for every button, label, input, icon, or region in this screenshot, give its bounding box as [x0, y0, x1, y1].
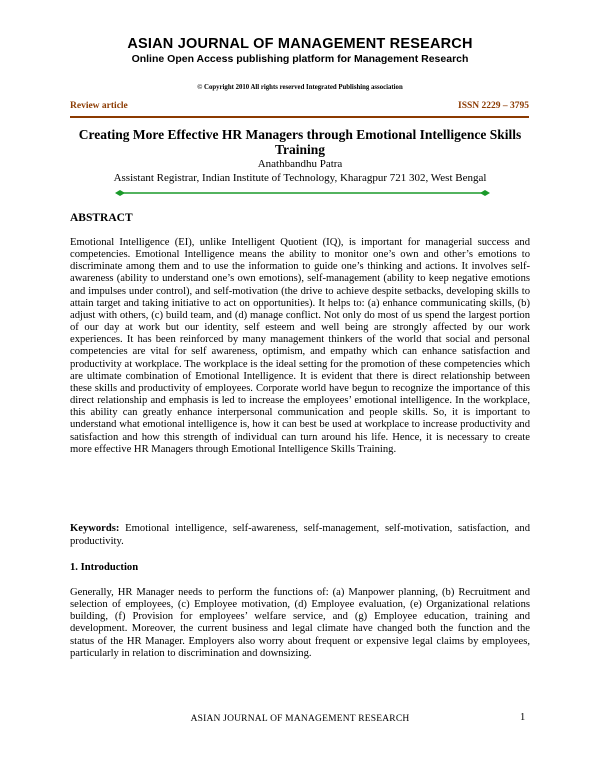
keywords-text: Emotional intelligence, self-awareness, self-management, self-motivation, satisfaction, and productivity.: [70, 523, 530, 547]
abstract-heading: ABSTRACT: [70, 212, 133, 224]
abstract-body: Emotional Intelligence (EI), unlike Intelligent Quotient (IQ), is important for managerial success and competencies. Emotional Intelligence means the ability to monitor one’s own and other’s emotions to discriminate among them and to use the information to guide one’s thinking and actions. It involves self-awareness (ability to understand one’s own emotions), self-management (ability to keep negative emotions and impulses under control), and self-motivation (the drive to achieve despite setbacks, developing skills to attain target and taking initiative to act on opportunities). It helps to: (a) enhance communicating skills, (b) adjust with others, (c) build team, and (d) manage conflict. Not only do most of us spend the largest portion of our day at work but our identity, self esteem and well being are strongly affected by our work experiences. It has been reinforced by many management thinkers of the world that social and personal competencies are vital for self awareness, optimism, and empathy which can enhance satisfaction and productivity at workplace. The workplace is the ideal setting for the promotion of these competencies which are ultimate combination of Emotional Intelligence. It is evident that there is direct relationship between these skills and productivity of employees. Corporate world have begun to recognize the importance of this direct relationship and emphasis is led to increase the employees’ emotional intelligence. In the workplace, this ability can greatly enhance interpersonal communication and people skills. So, it is important to understand what emotional intelligence is, how it can best be used at workplace to increase productivity and satisfaction and how this strength of individual can turn around his life. Hence, it is necessary to create more effective HR Managers through Emotional Intelligence Skills Training.: [70, 237, 530, 455]
journal-title: ASIAN JOURNAL OF MANAGEMENT RESEARCH: [127, 36, 473, 52]
introduction-body: Generally, HR Manager needs to perform the functions of: (a) Manpower planning, (b) Recruitment and selection of employees, (c) Employee motivation, (d) Employee evaluation, (e) Organizational relations building, (f) Provision for employees’ welfare service, and (g) Employee education, training and development. Moreover, the current business and legal climate have changed both the function and the status of the HR Manager. Employers also worry about frequent or expensive legal claims by employees, particularly in relation to discrimination and downsizing.: [70, 587, 530, 659]
decorative-green-divider: [115, 189, 490, 197]
issn-label: ISSN 2229 – 3795: [458, 101, 529, 111]
keywords-label: Keywords:: [70, 523, 120, 534]
header-divider: [70, 116, 529, 118]
author-name: Anathbandhu Patra: [257, 158, 343, 170]
copyright-notice: © Copyright 2010 All rights reserved Integrated Publishing association: [197, 84, 403, 91]
article-type-label: Review article: [70, 101, 128, 111]
author-affiliation: Assistant Registrar, Indian Institute of Technology, Kharagpur 721 302, West Bengal: [113, 172, 487, 184]
introduction-heading: 1. Introduction: [70, 562, 139, 573]
article-title: Creating More Effective HR Managers through Emotional Intelligence Skills Training: [78, 127, 522, 157]
footer-journal-name: ASIAN JOURNAL OF MANAGEMENT RESEARCH: [190, 714, 410, 724]
journal-subtitle: Online Open Access publishing platform for Management Research: [131, 53, 469, 65]
keywords-paragraph: [70, 522, 530, 548]
page-number: 1: [520, 712, 526, 723]
